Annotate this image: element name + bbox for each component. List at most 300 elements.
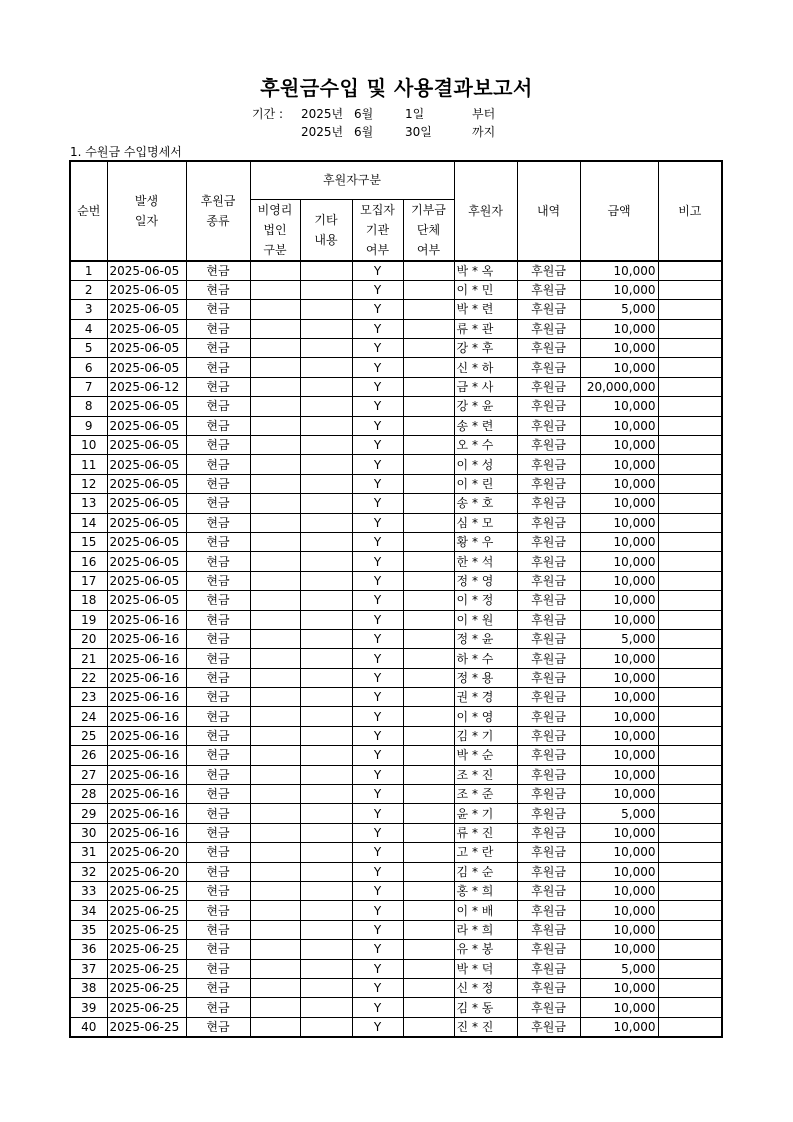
cell-seq: 33: [70, 882, 107, 901]
cell-nonprofit: [250, 649, 300, 668]
table-row: [70, 319, 722, 338]
cell-type: 현금: [186, 397, 250, 416]
cell-detail: 후원금: [517, 474, 580, 493]
cell-detail: 후원금: [517, 843, 580, 862]
cell-fundraising: Y: [352, 629, 403, 648]
cell-type: 현금: [186, 494, 250, 513]
cell-other: [300, 436, 352, 455]
cell-seq: 25: [70, 726, 107, 745]
cell-donor: 금 * 사: [454, 377, 517, 396]
cell-seq: 30: [70, 823, 107, 842]
cell-note: [658, 901, 722, 920]
cell-detail: 후원금: [517, 785, 580, 804]
cell-amount: 5,000: [580, 804, 658, 823]
cell-seq: 35: [70, 920, 107, 939]
table-row: [70, 552, 722, 571]
cell-donor: 하 * 수: [454, 649, 517, 668]
cell-seq: 21: [70, 649, 107, 668]
cell-date: 2025-06-16: [107, 823, 186, 842]
cell-type: 현금: [186, 358, 250, 377]
cell-nonprofit: [250, 959, 300, 978]
cell-note: [658, 261, 722, 281]
cell-donor: 라 * 희: [454, 920, 517, 939]
cell-fundraising: Y: [352, 377, 403, 396]
cell-note: [658, 823, 722, 842]
table-row: [70, 610, 722, 629]
cell-amount: 5,000: [580, 300, 658, 319]
table-row: [70, 746, 722, 765]
cell-date: 2025-06-05: [107, 552, 186, 571]
cell-nonprofit: [250, 901, 300, 920]
cell-group: [403, 552, 454, 571]
cell-date: 2025-06-16: [107, 726, 186, 745]
cell-donor: 박 * 옥: [454, 261, 517, 281]
cell-fundraising: Y: [352, 455, 403, 474]
cell-other: [300, 843, 352, 862]
cell-other: [300, 901, 352, 920]
cell-amount: 10,000: [580, 649, 658, 668]
header-nonprofit: 비영리 법인 구분: [250, 199, 300, 261]
cell-seq: 38: [70, 978, 107, 997]
cell-fundraising: Y: [352, 746, 403, 765]
cell-date: 2025-06-05: [107, 455, 186, 474]
cell-seq: 15: [70, 532, 107, 551]
cell-group: [403, 300, 454, 319]
cell-other: [300, 416, 352, 435]
cell-type: 현금: [186, 591, 250, 610]
cell-amount: 10,000: [580, 358, 658, 377]
cell-type: 현금: [186, 785, 250, 804]
cell-donor: 신 * 정: [454, 978, 517, 997]
cell-note: [658, 726, 722, 745]
cell-donor: 이 * 린: [454, 474, 517, 493]
cell-note: [658, 668, 722, 687]
cell-fundraising: Y: [352, 552, 403, 571]
cell-other: [300, 571, 352, 590]
cell-date: 2025-06-05: [107, 532, 186, 551]
cell-amount: 10,000: [580, 513, 658, 532]
period-to-day: 30일: [405, 125, 432, 139]
cell-group: [403, 688, 454, 707]
cell-date: 2025-06-16: [107, 610, 186, 629]
header-donor-category: 후원자구분: [250, 161, 454, 199]
cell-seq: 31: [70, 843, 107, 862]
header-date: 발생 일자: [107, 161, 186, 261]
table-row: [70, 358, 722, 377]
cell-other: [300, 823, 352, 842]
cell-type: 현금: [186, 688, 250, 707]
cell-type: 현금: [186, 901, 250, 920]
cell-seq: 12: [70, 474, 107, 493]
cell-donor: 박 * 순: [454, 746, 517, 765]
cell-fundraising: Y: [352, 261, 403, 281]
document-title: 후원금수입 및 사용결과보고서: [260, 76, 533, 100]
cell-fundraising: Y: [352, 649, 403, 668]
cell-donor: 이 * 원: [454, 610, 517, 629]
cell-date: 2025-06-05: [107, 436, 186, 455]
cell-other: [300, 261, 352, 281]
cell-donor: 정 * 용: [454, 668, 517, 687]
cell-detail: 후원금: [517, 416, 580, 435]
cell-detail: 후원금: [517, 746, 580, 765]
cell-donor: 진 * 진: [454, 1017, 517, 1037]
cell-group: [403, 746, 454, 765]
cell-other: [300, 804, 352, 823]
cell-amount: 10,000: [580, 862, 658, 881]
cell-date: 2025-06-16: [107, 746, 186, 765]
cell-group: [403, 901, 454, 920]
cell-date: 2025-06-16: [107, 688, 186, 707]
cell-type: 현금: [186, 707, 250, 726]
cell-group: [403, 998, 454, 1017]
cell-date: 2025-06-05: [107, 494, 186, 513]
cell-type: 현금: [186, 804, 250, 823]
cell-donor: 이 * 정: [454, 591, 517, 610]
cell-type: 현금: [186, 416, 250, 435]
cell-amount: 10,000: [580, 978, 658, 997]
cell-other: [300, 591, 352, 610]
cell-donor: 송 * 호: [454, 494, 517, 513]
cell-nonprofit: [250, 591, 300, 610]
cell-note: [658, 532, 722, 551]
cell-amount: 10,000: [580, 901, 658, 920]
header-other: 기타 내용: [300, 199, 352, 261]
cell-note: [658, 474, 722, 493]
cell-amount: 10,000: [580, 474, 658, 493]
cell-amount: 10,000: [580, 785, 658, 804]
cell-donor: 정 * 영: [454, 571, 517, 590]
cell-fundraising: Y: [352, 920, 403, 939]
cell-date: 2025-06-25: [107, 998, 186, 1017]
cell-note: [658, 280, 722, 299]
cell-note: [658, 882, 722, 901]
cell-amount: 10,000: [580, 339, 658, 358]
cell-nonprofit: [250, 455, 300, 474]
cell-donor: 한 * 석: [454, 552, 517, 571]
cell-detail: 후원금: [517, 707, 580, 726]
table-row: [70, 726, 722, 745]
cell-note: [658, 804, 722, 823]
cell-nonprofit: [250, 998, 300, 1017]
cell-nonprofit: [250, 339, 300, 358]
cell-nonprofit: [250, 978, 300, 997]
period-to-suffix: 까지: [472, 125, 496, 139]
cell-group: [403, 804, 454, 823]
cell-nonprofit: [250, 358, 300, 377]
cell-detail: 후원금: [517, 494, 580, 513]
header-donor: 후원자: [454, 161, 517, 261]
cell-donor: 김 * 순: [454, 862, 517, 881]
cell-detail: 후원금: [517, 688, 580, 707]
cell-detail: 후원금: [517, 765, 580, 784]
cell-date: 2025-06-16: [107, 707, 186, 726]
cell-group: [403, 494, 454, 513]
cell-note: [658, 552, 722, 571]
cell-seq: 36: [70, 940, 107, 959]
cell-seq: 8: [70, 397, 107, 416]
cell-amount: 10,000: [580, 591, 658, 610]
cell-amount: 10,000: [580, 668, 658, 687]
cell-seq: 14: [70, 513, 107, 532]
donation-income-table: [69, 160, 723, 1038]
cell-date: 2025-06-05: [107, 300, 186, 319]
cell-note: [658, 571, 722, 590]
cell-detail: 후원금: [517, 823, 580, 842]
table-row: [70, 474, 722, 493]
cell-seq: 29: [70, 804, 107, 823]
cell-amount: 10,000: [580, 882, 658, 901]
cell-date: 2025-06-16: [107, 804, 186, 823]
table-row: [70, 765, 722, 784]
cell-note: [658, 494, 722, 513]
cell-date: 2025-06-05: [107, 513, 186, 532]
cell-date: 2025-06-05: [107, 358, 186, 377]
cell-date: 2025-06-25: [107, 940, 186, 959]
cell-detail: 후원금: [517, 377, 580, 396]
cell-fundraising: Y: [352, 1017, 403, 1037]
cell-note: [658, 513, 722, 532]
cell-date: 2025-06-05: [107, 571, 186, 590]
cell-seq: 19: [70, 610, 107, 629]
cell-detail: 후원금: [517, 397, 580, 416]
cell-group: [403, 765, 454, 784]
cell-type: 현금: [186, 668, 250, 687]
cell-seq: 1: [70, 261, 107, 281]
cell-group: [403, 823, 454, 842]
cell-detail: 후원금: [517, 998, 580, 1017]
cell-other: [300, 532, 352, 551]
cell-nonprofit: [250, 377, 300, 396]
table-row: [70, 339, 722, 358]
cell-amount: 10,000: [580, 920, 658, 939]
cell-seq: 17: [70, 571, 107, 590]
cell-date: 2025-06-05: [107, 339, 186, 358]
cell-amount: 10,000: [580, 397, 658, 416]
cell-detail: 후원금: [517, 571, 580, 590]
cell-other: [300, 610, 352, 629]
table-row: [70, 804, 722, 823]
cell-amount: 10,000: [580, 416, 658, 435]
table-row: [70, 959, 722, 978]
table-row: [70, 978, 722, 997]
table-row: [70, 377, 722, 396]
cell-note: [658, 746, 722, 765]
cell-type: 현금: [186, 998, 250, 1017]
cell-nonprofit: [250, 707, 300, 726]
cell-note: [658, 862, 722, 881]
cell-group: [403, 416, 454, 435]
table-row: [70, 668, 722, 687]
cell-amount: 10,000: [580, 494, 658, 513]
cell-type: 현금: [186, 726, 250, 745]
cell-type: 현금: [186, 474, 250, 493]
cell-nonprofit: [250, 494, 300, 513]
cell-fundraising: Y: [352, 532, 403, 551]
cell-other: [300, 319, 352, 338]
cell-seq: 27: [70, 765, 107, 784]
table-row: [70, 688, 722, 707]
cell-amount: 10,000: [580, 532, 658, 551]
cell-note: [658, 358, 722, 377]
period-from-month: 6월: [354, 107, 374, 121]
cell-seq: 10: [70, 436, 107, 455]
cell-other: [300, 940, 352, 959]
table-row: [70, 436, 722, 455]
cell-group: [403, 649, 454, 668]
cell-group: [403, 591, 454, 610]
cell-date: 2025-06-12: [107, 377, 186, 396]
cell-seq: 4: [70, 319, 107, 338]
header-detail: 내역: [517, 161, 580, 261]
table-row: [70, 649, 722, 668]
cell-group: [403, 455, 454, 474]
cell-nonprofit: [250, 436, 300, 455]
cell-amount: 5,000: [580, 629, 658, 648]
table-row: [70, 591, 722, 610]
cell-date: 2025-06-05: [107, 591, 186, 610]
cell-nonprofit: [250, 940, 300, 959]
table-row: [70, 920, 722, 939]
cell-date: 2025-06-05: [107, 474, 186, 493]
cell-amount: 10,000: [580, 319, 658, 338]
table-row: [70, 397, 722, 416]
cell-group: [403, 726, 454, 745]
period-to-year: 2025년: [301, 125, 344, 139]
cell-nonprofit: [250, 668, 300, 687]
cell-amount: 20,000,000: [580, 377, 658, 396]
cell-amount: 10,000: [580, 280, 658, 299]
cell-group: [403, 843, 454, 862]
cell-other: [300, 358, 352, 377]
cell-note: [658, 377, 722, 396]
section-title: 1. 수원금 수입명세서: [70, 145, 182, 159]
period-to-month: 6월: [354, 125, 374, 139]
cell-amount: 10,000: [580, 823, 658, 842]
cell-donor: 정 * 윤: [454, 629, 517, 648]
cell-donor: 송 * 련: [454, 416, 517, 435]
cell-seq: 26: [70, 746, 107, 765]
cell-type: 현금: [186, 455, 250, 474]
table-body: [70, 261, 722, 1038]
cell-group: [403, 280, 454, 299]
cell-type: 현금: [186, 1017, 250, 1037]
cell-note: [658, 959, 722, 978]
cell-detail: 후원금: [517, 455, 580, 474]
cell-note: [658, 843, 722, 862]
cell-nonprofit: [250, 804, 300, 823]
table-row: [70, 494, 722, 513]
cell-fundraising: Y: [352, 474, 403, 493]
header-type: 후원금 종류: [186, 161, 250, 261]
cell-seq: 22: [70, 668, 107, 687]
cell-type: 현금: [186, 339, 250, 358]
cell-other: [300, 668, 352, 687]
cell-other: [300, 397, 352, 416]
cell-note: [658, 416, 722, 435]
cell-detail: 후원금: [517, 532, 580, 551]
cell-note: [658, 1017, 722, 1037]
cell-date: 2025-06-16: [107, 629, 186, 648]
cell-fundraising: Y: [352, 862, 403, 881]
cell-fundraising: Y: [352, 319, 403, 338]
cell-nonprofit: [250, 629, 300, 648]
table-row: [70, 280, 722, 299]
cell-date: 2025-06-16: [107, 649, 186, 668]
cell-amount: 10,000: [580, 688, 658, 707]
cell-fundraising: Y: [352, 804, 403, 823]
cell-nonprofit: [250, 571, 300, 590]
cell-type: 현금: [186, 319, 250, 338]
table-row: [70, 998, 722, 1017]
table-row: [70, 261, 722, 281]
cell-fundraising: Y: [352, 688, 403, 707]
cell-seq: 13: [70, 494, 107, 513]
cell-type: 현금: [186, 746, 250, 765]
cell-note: [658, 920, 722, 939]
cell-nonprofit: [250, 280, 300, 299]
cell-date: 2025-06-20: [107, 862, 186, 881]
cell-detail: 후원금: [517, 591, 580, 610]
cell-group: [403, 610, 454, 629]
cell-donor: 조 * 진: [454, 765, 517, 784]
cell-other: [300, 1017, 352, 1037]
cell-amount: 10,000: [580, 765, 658, 784]
cell-fundraising: Y: [352, 513, 403, 532]
cell-type: 현금: [186, 300, 250, 319]
cell-type: 현금: [186, 261, 250, 281]
cell-other: [300, 280, 352, 299]
cell-seq: 11: [70, 455, 107, 474]
cell-seq: 39: [70, 998, 107, 1017]
cell-seq: 32: [70, 862, 107, 881]
cell-donor: 김 * 동: [454, 998, 517, 1017]
cell-detail: 후원금: [517, 862, 580, 881]
cell-group: [403, 668, 454, 687]
table-row: [70, 513, 722, 532]
cell-other: [300, 765, 352, 784]
cell-type: 현금: [186, 532, 250, 551]
cell-amount: 10,000: [580, 707, 658, 726]
cell-date: 2025-06-05: [107, 280, 186, 299]
cell-nonprofit: [250, 261, 300, 281]
cell-fundraising: Y: [352, 610, 403, 629]
cell-group: [403, 532, 454, 551]
cell-fundraising: Y: [352, 978, 403, 997]
table-row: [70, 785, 722, 804]
table-row: [70, 416, 722, 435]
cell-seq: 23: [70, 688, 107, 707]
cell-donor: 유 * 봉: [454, 940, 517, 959]
cell-fundraising: Y: [352, 571, 403, 590]
table-row: [70, 571, 722, 590]
cell-other: [300, 726, 352, 745]
cell-type: 현금: [186, 377, 250, 396]
table-row: [70, 882, 722, 901]
cell-nonprofit: [250, 823, 300, 842]
cell-detail: 후원금: [517, 668, 580, 687]
cell-type: 현금: [186, 280, 250, 299]
cell-group: [403, 358, 454, 377]
cell-detail: 후원금: [517, 920, 580, 939]
cell-fundraising: Y: [352, 785, 403, 804]
period-label: 기간 :: [252, 107, 284, 121]
cell-other: [300, 300, 352, 319]
table-row: [70, 455, 722, 474]
cell-seq: 2: [70, 280, 107, 299]
cell-detail: 후원금: [517, 629, 580, 648]
period-from-suffix: 부터: [472, 107, 496, 121]
cell-detail: 후원금: [517, 339, 580, 358]
